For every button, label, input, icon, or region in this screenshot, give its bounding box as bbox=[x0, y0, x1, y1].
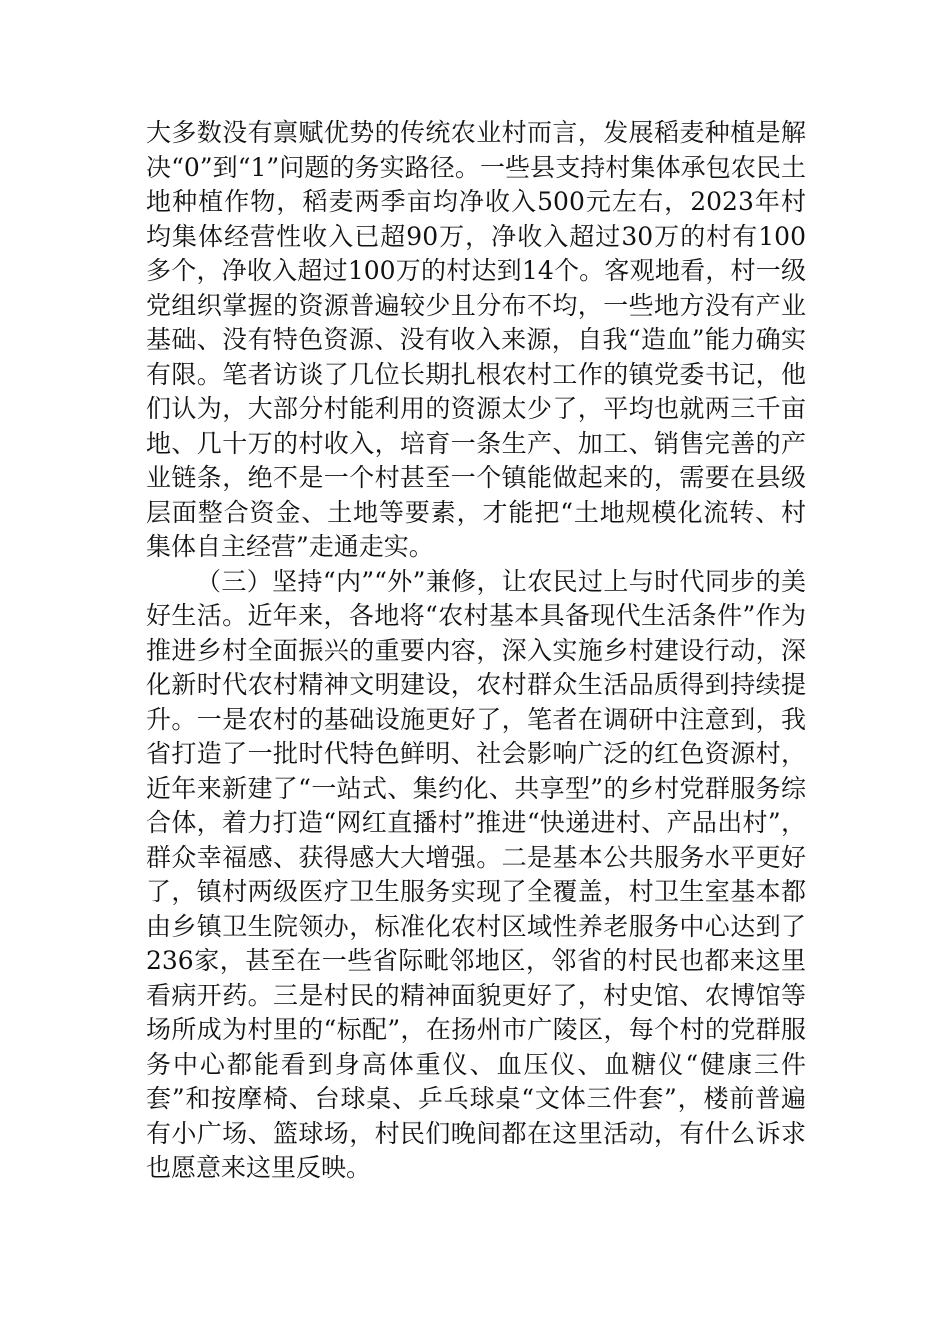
paragraph-continuation: 大多数没有禀赋优势的传统农业村而言，发展稻麦种植是解决“0”到“1”问题的务实路径。一些县支持村集体承包农民土地种植作物，稻麦两季亩均净收入500元左右，2023年村均集体经营性收入已超90万，净收入超过30万的村有100多个，净收入超过100万的村达到14个。客观地看，村一级党组织掌握的资源普遍较少且分布不均，一些地方没有产业基础、没有特色资源、没有收入来源，自我“造血”能力确实有限。笔者访谈了几位长期扎根农村工作的镇党委书记，他们认为，大部分村能利用的资源太少了，平均也就两三千亩地、几十万的村收入，培育一条生产、加工、销售完善的产业链条，绝不是一个村甚至一个镇能做起来的，需要在县级层面整合资金、土地等要素，才能把“土地规模化流转、村集体自主经营”走通走实。 bbox=[146, 118, 806, 561]
body-text bbox=[146, 116, 806, 1186]
paragraph-section-three: （三）坚持“内”“外”兼修，让农民过上与时代同步的美好生活。近年来，各地将“农村基本具备现代生活条件”作为推进乡村全面振兴的重要内容，深入实施乡村建设行动，深化新时代农村精神文明建设，农村群众生活品质得到持续提升。一是农村的基础设施更好了，笔者在调研中注意到，我省打造了一批时代特色鲜明、社会影响广泛的红色资源村，近年来新建了“一站式、集约化、共享型”的乡村党群服务综合体，着力打造“网红直播村”推进“快递进村、产品出村”，群众幸福感、获得感大大增强。二是基本公共服务水平更好了，镇村两级医疗卫生服务实现了全覆盖，村卫生室基本都由乡镇卫生院领办，标准化农村区域性养老服务中心达到了236家，甚至在一些省际毗邻地区，邻省的村民也都来这里看病开药。三是村民的精神面貌更好了，村史馆、农博馆等场所成为村里的“标配”，在扬州市广陵区，每个村的党群服务中心都能看到身高体重仪、血压仪、血糖仪“健康三件套”和按摩椅、台球桌、乒乓球桌“文体三件套”，楼前普遍有小广场、篮球场，村民们晚间都在这里活动，有什么诉求也愿意来这里反映。 bbox=[146, 566, 806, 1182]
